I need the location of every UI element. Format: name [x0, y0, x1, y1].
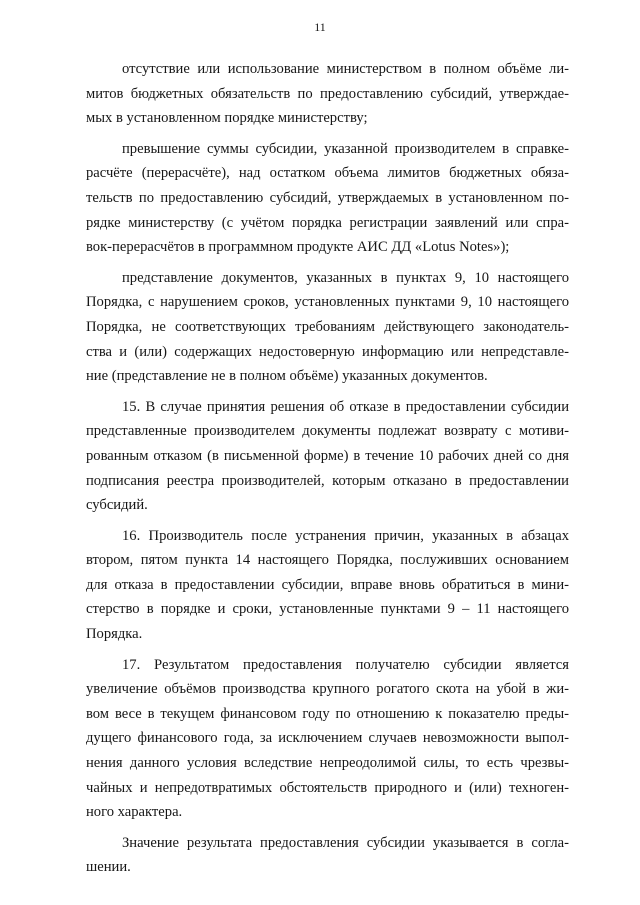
text-line: для отказа в предоставлении субсидии, вправе вновь обратиться в мини- — [86, 576, 569, 593]
text-line: Порядка, с нарушением сроков, установленных пунктами 9, 10 настоящего — [86, 294, 569, 311]
paragraph-result-value — [86, 831, 569, 880]
text-line: ние (представление не в полном объёме) указанных документов. — [86, 368, 488, 385]
text-line: втором, пятом пункта 14 настоящего Порядка, послуживших основанием — [86, 552, 569, 569]
text-line: представленные производителем документы подлежат возврату с мотиви- — [86, 423, 569, 440]
text-line: нения данного условия вследствие непреодолимой силы, то есть чрезвы- — [86, 755, 569, 772]
paragraph-clause-16 — [86, 524, 569, 647]
text-line: вок-перерасчётов в программном продукте АИС ДД «Lotus Notes»); — [86, 239, 510, 256]
text-line: мых в установленном порядке министерству; — [86, 110, 368, 127]
text-line: Значение результата предоставления субсидии указывается в согла- — [122, 834, 569, 851]
document-body — [86, 57, 569, 886]
text-line: представление документов, указанных в пунктах 9, 10 настоящего — [122, 269, 569, 286]
text-line: чайных и непредотвратимых обстоятельств природного и (или) техноген- — [86, 779, 569, 796]
text-line: подписания реестра производителей, которым отказано в предоставлении — [86, 472, 569, 489]
text-line: 15. В случае принятия решения об отказе в предоставлении субсидии — [122, 398, 569, 415]
text-line: 17. Результатом предоставления получателю субсидии является — [122, 656, 569, 673]
paragraph-subsidy-excess — [86, 137, 569, 260]
text-line: ного характера. — [86, 804, 183, 821]
paragraph-clause-15 — [86, 395, 569, 518]
text-line: 16. Производитель после устранения причин, указанных в абзацах — [122, 527, 569, 544]
text-line: тельств по предоставлению субсидий, утверждаемых в установленном по- — [86, 189, 569, 206]
text-line: увеличение объёмов производства крупного рогатого скота на убой в жи- — [86, 681, 569, 698]
text-line: шении. — [86, 859, 131, 876]
text-line: вом весе в текущем финансовом году по отношению к показателю преды- — [86, 705, 569, 722]
text-line: расчёте (перерасчёте), над остатком объема лимитов бюджетных обяза- — [86, 165, 569, 182]
paragraph-documents-submission — [86, 266, 569, 389]
text-line: рованным отказом (в письменной форме) в течение 10 рабочих дней со дня — [86, 447, 569, 464]
text-line: стерство в порядке и сроки, установленные пунктами 9 – 11 настоящего — [86, 601, 569, 618]
text-line: дущего финансового года, за исключением случаев невозможности выпол- — [86, 730, 569, 747]
text-line: рядке министерству (с учётом порядка регистрации заявлений или спра- — [86, 214, 569, 231]
text-line: Порядка. — [86, 626, 143, 643]
text-line: превышение суммы субсидии, указанной производителем в справке- — [122, 140, 569, 157]
paragraph-clause-17 — [86, 653, 569, 825]
text-line: Порядка, не соответствующих требованиям действующего законодатель- — [86, 318, 569, 335]
text-line: митов бюджетных обязательств по предоставлению субсидий, утверждае- — [86, 85, 569, 102]
page-number: 11 — [314, 20, 326, 34]
text-line: ства и (или) содержащих недостоверную информацию или непредставле- — [86, 343, 569, 360]
paragraph-limits-absence — [86, 57, 569, 131]
text-line: субсидий. — [86, 497, 148, 514]
text-line: отсутствие или использование министерством в полном объёме ли- — [122, 61, 569, 77]
